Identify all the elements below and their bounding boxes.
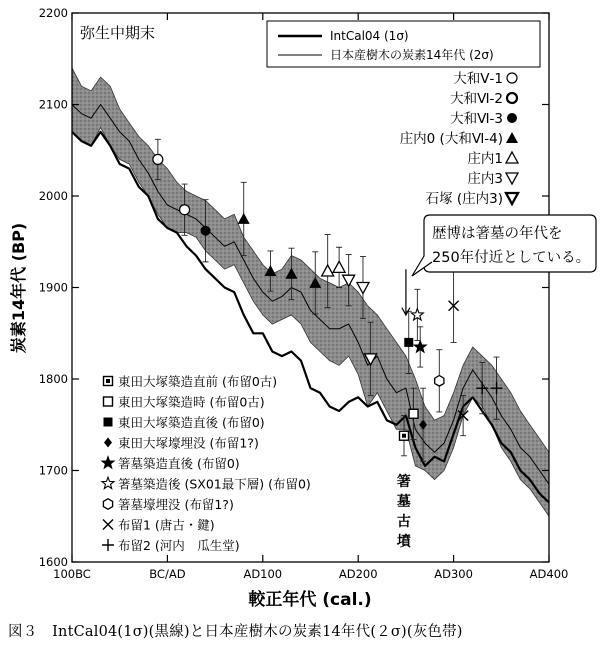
legend-right-marker	[506, 173, 518, 184]
x-tick-label: AD400	[529, 567, 569, 581]
x-tick-label: AD100	[243, 567, 283, 581]
sample-point	[399, 431, 408, 440]
sample-point	[404, 338, 413, 347]
x-tick-label: AD300	[434, 567, 473, 581]
legend-right-marker	[507, 73, 517, 83]
legend-right-label: 大和Ⅵ-2	[450, 91, 503, 107]
legend-right-marker	[506, 132, 518, 143]
vertical-label-char: 箸	[396, 474, 411, 490]
legend-right-marker	[507, 113, 517, 123]
legend-bottom-marker	[102, 539, 114, 551]
sample-point	[333, 261, 345, 272]
x-tick-label: 100BC	[53, 567, 91, 581]
legend-top	[267, 21, 540, 67]
legend-japan-label: 日本産樹木の炭素14年代 (2σ)	[330, 48, 494, 62]
vertical-label-char: 墳	[396, 534, 411, 550]
sample-point	[153, 154, 163, 164]
sample-point	[409, 409, 418, 418]
legend-bottom-marker	[102, 457, 114, 468]
legend-right-marker	[506, 152, 518, 163]
legend-intcal-label: IntCal04 (1σ)	[330, 29, 409, 43]
legend-right-label: 大和Ⅵ-3	[450, 111, 503, 127]
y-tick-label: 1900	[38, 280, 68, 295]
legend-bottom-label: 東田大塚築造直後 (布留0)	[118, 415, 265, 430]
legend-right-label: 庄内1	[467, 151, 503, 167]
legend-bottom-label: 東田大塚壕埋没 (布留1?)	[118, 435, 259, 451]
sample-point	[357, 283, 369, 294]
y-tick-label: 2200	[38, 6, 68, 20]
legend-bottom-label: 箸墓築造直後 (布留0)	[118, 456, 240, 471]
sample-point	[322, 265, 334, 276]
x-tick-label: AD200	[338, 567, 378, 581]
legend-bottom-label: 布留1 (唐古・鍵)	[118, 517, 215, 533]
vertical-label-char: 墓	[396, 494, 411, 510]
y-tick-label: 1600	[38, 555, 68, 569]
figure-caption: 図３ IntCal04(1σ)(黒線)と日本産樹木の炭素14年代(２σ)(灰色帯)	[8, 624, 463, 640]
legend-right-label: 庄内3	[467, 171, 503, 187]
callout-line-2: 250年付近としている。	[432, 250, 591, 266]
legend-right-marker	[507, 93, 517, 103]
y-tick-label: 1800	[38, 372, 68, 386]
legend-right-label: 庄内0 (大和Ⅵ-4)	[399, 131, 503, 147]
sample-point	[238, 213, 250, 224]
legend-bottom-label: 箸墓壕埋没 (布留1?)	[118, 497, 234, 512]
legend-right-label: 大和Ⅴ-1	[453, 71, 503, 87]
y-tick-label: 2100	[38, 97, 68, 112]
x-tick-label: BC/AD	[149, 567, 186, 581]
legend-bottom-marker	[103, 520, 113, 530]
legend-bottom-marker	[104, 438, 112, 448]
legend-bottom-marker	[104, 397, 113, 406]
legend-bottom-marker	[102, 477, 114, 488]
callout-line-1: 歴博は箸墓の年代を	[432, 226, 563, 242]
hashihaka-arrow	[402, 269, 410, 315]
legend-right-label: 石塚 (庄内3)	[425, 191, 503, 207]
y-axis-label: 炭素14年代 (BP)	[9, 222, 28, 354]
legend-bottom-label: 箸墓築造後 (SX01最下層) (布留0)	[118, 476, 311, 492]
legend-bottom-marker	[104, 377, 113, 386]
y-tick-label: 1700	[38, 463, 68, 478]
legend-bottom-marker	[103, 499, 112, 510]
callout	[412, 215, 596, 276]
legend-bottom-label: 布留2 (河内 瓜生堂)	[118, 538, 240, 553]
y-tick-label: 2000	[38, 189, 68, 203]
legend-bottom-label: 東田大塚築造時 (布留0古)	[118, 394, 265, 410]
sample-point	[201, 226, 211, 236]
sample-point	[180, 205, 190, 215]
legend-bottom-marker	[104, 418, 113, 427]
x-axis-label: 較正年代 (cal.)	[248, 590, 372, 610]
period-label: 弥生中期末	[80, 24, 156, 42]
legend-right-marker	[506, 193, 518, 204]
vertical-label-char: 古	[396, 514, 411, 530]
sample-point	[435, 376, 444, 387]
legend-bottom-label: 東田大塚築造直前 (布留0古)	[118, 374, 278, 389]
